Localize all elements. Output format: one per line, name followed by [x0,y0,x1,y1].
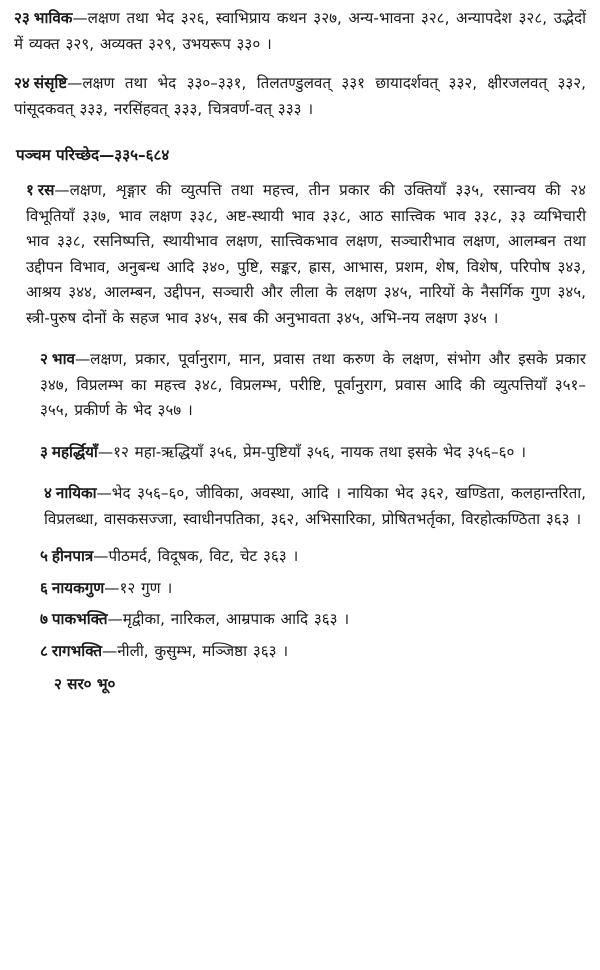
entry-3-maharddhiyan [14,440,586,466]
entry-text: —लक्षण तथा भेद ३३०–३३१, तिलतण्डुलवत् ३३१ छायादर्शवत् ३३२, क्षीरजलवत् ३३२, पांसूदकवत् ३३३, नरसिंहवत् ३३३, चित्रवर्ण-वत् ३३३ । [14,74,586,118]
entry-heading: नायकगुण [51,578,105,597]
entry-heading: हीनपात्र [51,547,94,565]
entry-5-hinapatra [14,544,586,570]
entry-heading: भाविक [33,9,73,27]
entry-heading: संसृष्टि [33,74,68,92]
entry-23 [14,6,586,57]
entry-heading: भाव [51,350,75,368]
signature-mark: २ सर० भू० [54,675,116,693]
entry-text: —भेद ३५६–६०, जीविका, अवस्था, आदि । नायिका भेद ३६२, खण्डिता, कलहान्तरिता, विप्रलब्धा, वासकसज्जा, स्वाधीनपतिका, ३६२, अभिसारिका, प्रोषितभर्तृका, विरहोत्कण्ठिता ३६३ । [44,484,586,528]
entry-number: २ [40,350,48,368]
entry-number: २३ [14,9,30,27]
entry-number: ७ [40,610,48,628]
entry-24 [14,71,586,122]
entry-number: ४ [44,484,52,502]
entry-text: —लक्षण, प्रकार, पूर्वानुराग, मान, प्रवास तथा करुण के लक्षण, संभोग और इसके प्रकार ३४७, विप्रलम्भ का महत्त्व ३४८, विप्रलम्भ, परीष्टि, पूर्वानुराग, प्रवास आदि की व्युत्पत्तियाँ ३५१–३५५, प्रकीर्ण के भेद ३५७ । [40,350,586,419]
entry-heading: महर्द्धियाँ [51,442,98,461]
entry-heading: रागभक्ति [51,641,103,660]
entry-number: ८ [40,641,48,660]
entry-heading: रस [37,181,55,199]
entry-7-pakabhakti [14,607,586,633]
entry-number: ६ [40,578,48,597]
entry-text: —पीठमर्द, विदूषक, विट, चेट ३६३ । [93,547,299,565]
entry-number: २४ [14,74,30,92]
entry-number: ३ [40,442,48,461]
entry-heading: पाकभक्ति [51,610,108,628]
entry-1-rasa [14,178,586,331]
entry-8-ragabhakti [14,639,586,665]
entry-text: —१२ महा-ऋद्धियाँ ३५६, प्रेम-पुष्टियाँ ३५६, नायक तथा इसके भेद ३५६–६० । [97,442,526,461]
entry-number: ५ [40,547,48,565]
entry-text: —नीली, कुसुम्भ, मञ्जिष्ठा ३६३ । [102,641,289,660]
entry-2-bhava [14,347,586,424]
entry-4-nayika [14,481,586,532]
entry-6-nayakaguna [14,576,586,602]
entry-text: —लक्षण, शृङ्गार की व्युत्पत्ति तथा महत्त्व, तीन प्रकार की उक्तियाँ ३३५, रसान्वय की २४ विभूतियाँ ३३७, भाव लक्षण ३३८, अष्ट-स्थायी भाव ३३८, आठ सात्त्विक भाव ३३८, ३३ व्यभिचारी भाव ३३८, रसनिष्पत्ति, स्थायीभाव लक्षण, सात्त्विकभाव लक्षण, सञ्चारीभाव लक्षण, आलम्बन तथा उद्दीपन विभाव, अनुबन्ध आदि ३४०, पुष्टि, सङ्कर, ह्रास, आभास, प्रशम, शेष, विशेष, परिपोष ३४३, आश्रय ३४४, आलम्बन, उद्दीपन, सञ्चारी और लीला के लक्षण ३४५, नारियों के नैसर्गिक गुण ३४५, स्त्री-पुरुष दोनों के सहज भाव ३४५, सब की अनुभावता ३४५, अभि-नय लक्षण ३४५ । [26,181,586,327]
entry-text: —लक्षण तथा भेद ३२६, स्वाभिप्राय कथन ३२७, अन्य-भावना ३२८, अन्यापदेश ३२८, उद्भेदों में व्यक्त ३२९, अव्यक्त ३२९, उभयरूप ३३० । [14,9,586,53]
entry-heading: नायिका [55,484,97,502]
section-title: पञ्चम परिच्छेद—३३५–६८४ [16,146,170,164]
entry-text: —१२ गुण । [104,578,173,597]
entry-number: १ [26,181,34,199]
entry-text: —मृद्वीका, नारिकल, आम्रपाक आदि ३६३ । [107,610,350,628]
